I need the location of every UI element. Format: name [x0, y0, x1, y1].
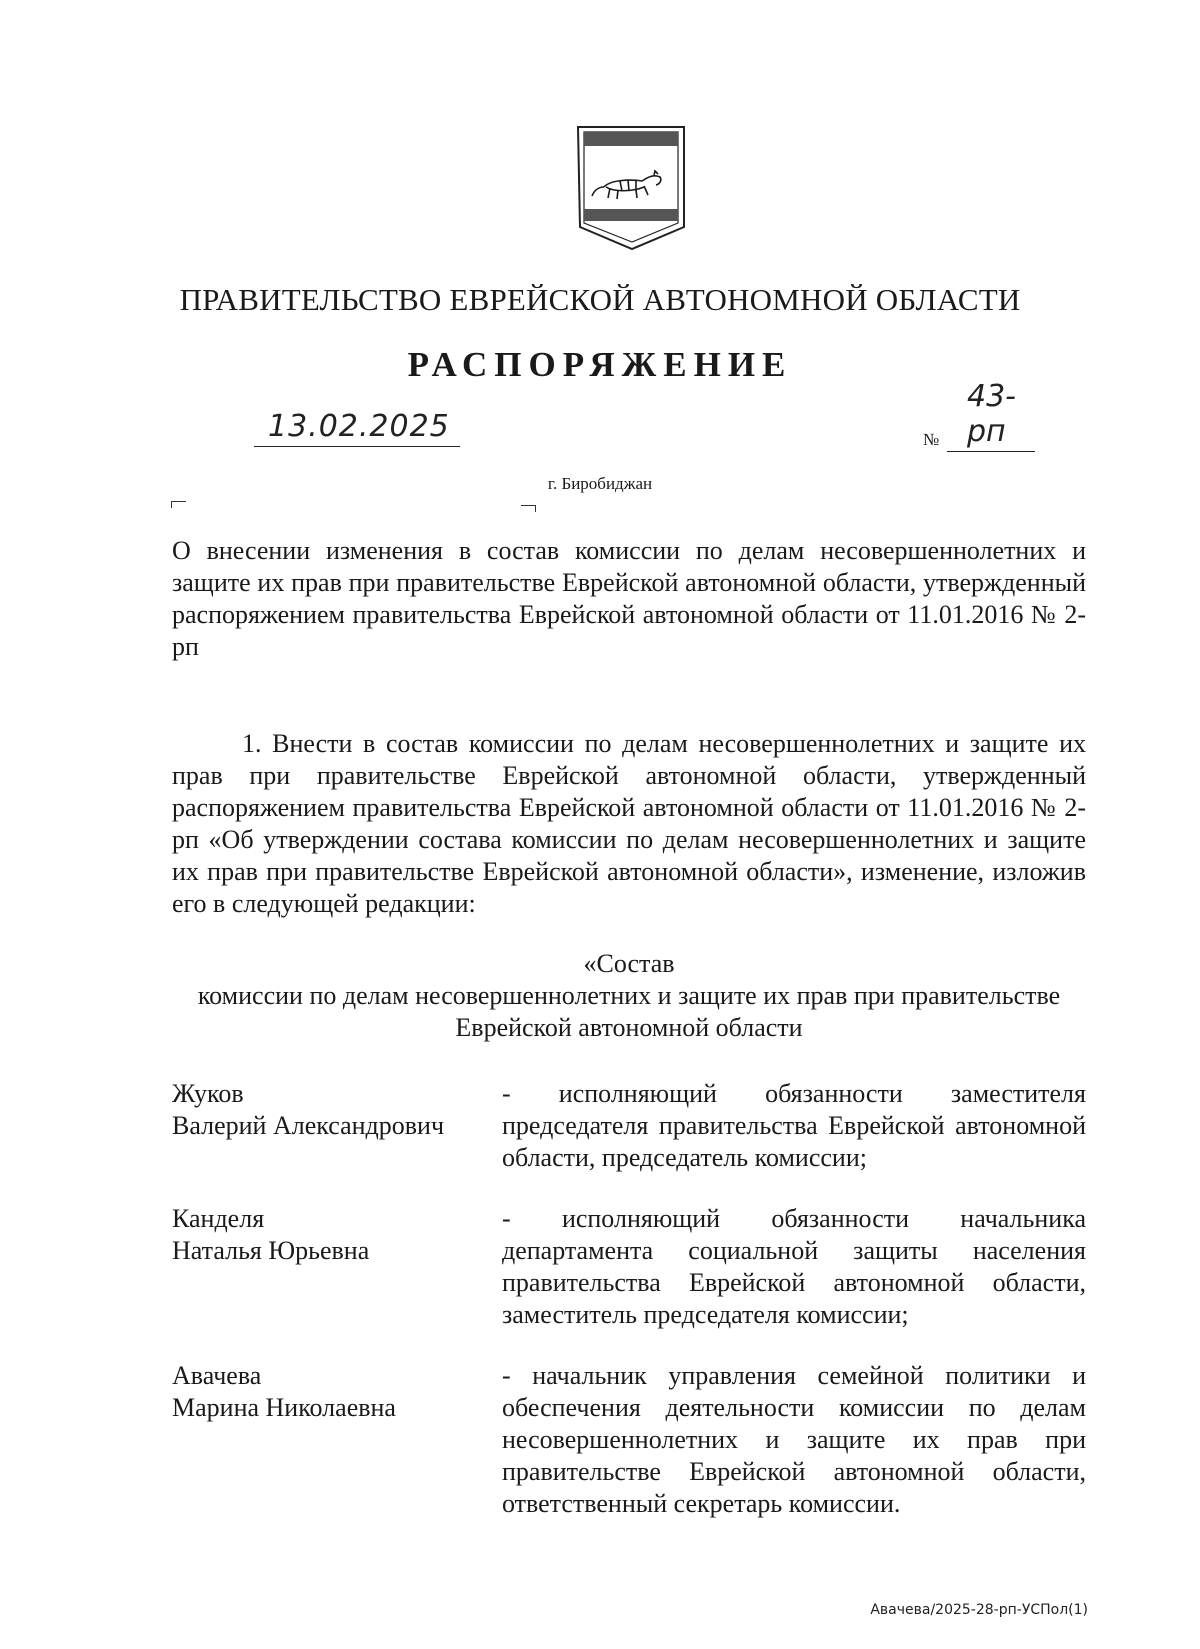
member-surname: Канделя	[172, 1204, 265, 1233]
document-subject: О внесении изменения в состав комиссии по делам несовершеннолетних и защите их прав при правительстве Еврейской автономной области, утвержденный распоряжением правительства Еврейской автономной области от 11.01.2016 № 2-рп	[172, 536, 1086, 661]
handwritten-number: 43-рп	[967, 379, 1016, 449]
document-type-title: РАСПОРЯЖЕНИЕ	[407, 345, 793, 384]
government-name: ПРАВИТЕЛЬСТВО ЕВРЕЙСКОЙ АВТОНОМНОЙ ОБЛАСТИ	[179, 282, 1021, 317]
paragraph-1: 1. Внести в состав комиссии по делам несовершеннолетних и защите их прав при правительстве Еврейской автономной области, утвержденный распоряжением правительства Еврейской автономной области от 11.01.2016 № 2-рп «Об утверждении состава комиссии по делам несовершеннолетних и защите их прав при правительстве Еврейской автономной области», изменение, изложив его в следующей редакции:	[172, 729, 1086, 918]
subject-bracket-right	[521, 505, 536, 512]
number-underline	[947, 451, 1035, 452]
member-surname: Авачева	[172, 1361, 262, 1390]
member-name	[172, 1078, 482, 1142]
member-role: - начальник управления семейной политики и обеспечения деятельности комиссии по делам несовершеннолетних и защите их прав при правительстве Еврейской автономной области, ответственный секретарь комиссии.	[502, 1361, 1086, 1518]
member-name	[172, 1203, 482, 1267]
member-name	[172, 1360, 482, 1424]
member-role: - исполняющий обязанности начальника департамента социальной защиты населения правительства Еврейской автономной области, заместитель председателя комиссии;	[502, 1204, 1086, 1329]
member-given-names: Наталья Юрьевна	[172, 1236, 370, 1265]
handwritten-date: 13.02.2025	[268, 409, 450, 444]
subject-bracket-left	[171, 501, 186, 508]
member-role: - исполняющий обязанности заместителя председателя правительства Еврейской автономной области, председатель комиссии;	[502, 1079, 1086, 1172]
document-number-field	[923, 379, 1035, 452]
date-underline	[254, 446, 460, 447]
number-sign: №	[923, 430, 940, 449]
footer-file-code: Авачева/2025-28-рп-УСПол(1)	[870, 1602, 1088, 1618]
member-given-names: Марина Николаевна	[172, 1393, 396, 1422]
member-given-names: Валерий Александрович	[172, 1111, 445, 1140]
composition-title-line-2: комиссии по делам несовершеннолетних и защите их прав при правительстве	[197, 981, 1061, 1010]
composition-title-line-1: «Состав	[583, 949, 675, 978]
document-date-field	[254, 405, 460, 447]
member-surname: Жуков	[172, 1079, 244, 1108]
composition-title	[172, 948, 1086, 1044]
composition-title-line-3: Еврейской автономной области	[455, 1013, 803, 1042]
coat-of-arms-icon	[576, 125, 686, 253]
city-name: г. Биробиджан	[547, 474, 653, 493]
